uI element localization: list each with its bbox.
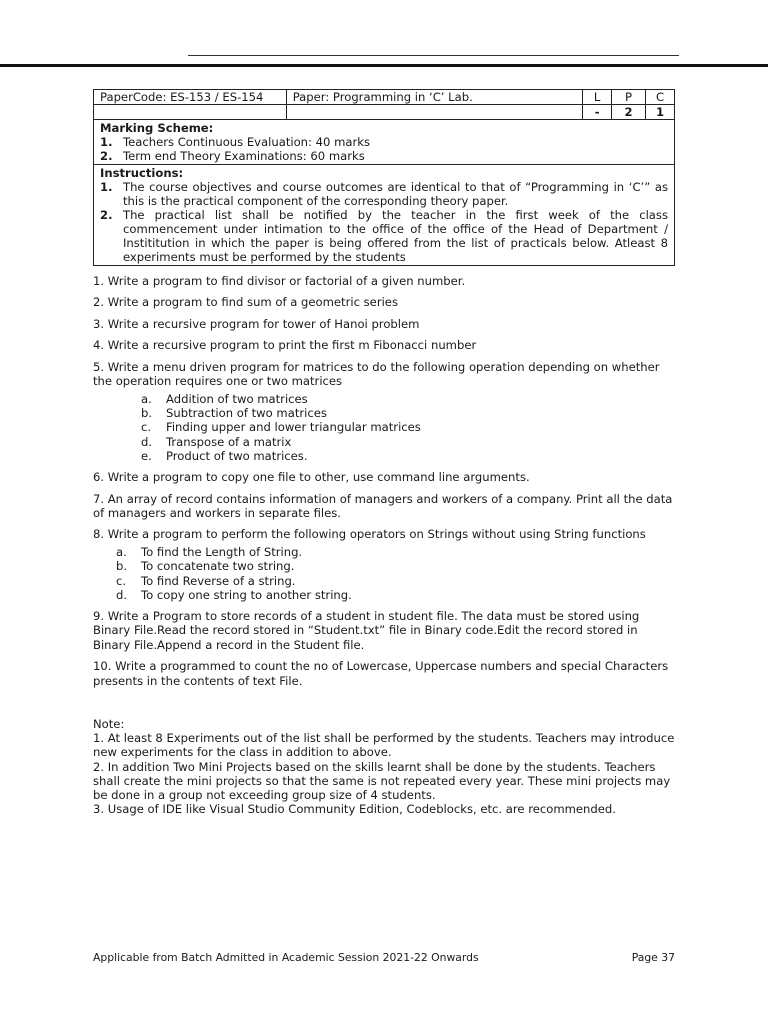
sublist-text: Finding upper and lower triangular matrices xyxy=(166,420,421,435)
experiment-10: 10. Write a programmed to count the no of Lowercase, Uppercase numbers and special Characters presents in the contents of text File. xyxy=(93,659,669,688)
sublist-letter: a. xyxy=(141,391,152,406)
note-item-1: 1. At least 8 Experiments out of the list shall be performed by the students. Teachers may introduce new experiments for the class in addition to above. xyxy=(93,731,675,760)
experiment-1: 1. Write a program to find divisor or factorial of a given number. xyxy=(93,274,466,288)
experiment-8-sublist xyxy=(93,545,676,602)
sublist-text: To copy one string to another string. xyxy=(141,587,352,602)
marking-item xyxy=(100,135,668,149)
instruction-item-num: 2. xyxy=(100,208,113,222)
sublist-text: To concatenate two string. xyxy=(141,559,295,574)
sublist-text: Product of two matrices. xyxy=(166,448,308,463)
instructions-block xyxy=(94,165,675,266)
sublist-item xyxy=(141,406,676,420)
marking-row xyxy=(94,120,675,165)
experiment-list xyxy=(93,274,676,695)
sublist-item xyxy=(116,574,676,588)
marking-item-num: 1. xyxy=(100,135,113,149)
val-p: 2 xyxy=(612,105,646,120)
experiment-6: 6. Write a program to copy one file to other, use command line arguments. xyxy=(93,470,530,485)
col-c-header: C xyxy=(646,90,675,105)
paper-row-2 xyxy=(94,105,675,120)
sublist-item xyxy=(116,545,676,559)
val-l: - xyxy=(583,105,612,120)
sublist-letter: c. xyxy=(141,420,152,435)
sublist-text: Subtraction of two matrices xyxy=(166,406,327,421)
sublist-letter: d. xyxy=(141,434,153,449)
experiment-4: 4. Write a recursive program to print the first m Fibonacci number xyxy=(93,338,477,353)
experiment-5: 5. Write a menu driven program for matrices to do the following operation depending on whether the operation requires one or two matrices xyxy=(93,359,660,389)
instruction-item xyxy=(100,208,668,264)
header-rule-thin xyxy=(188,55,679,56)
page-number: Page 37 xyxy=(631,951,675,964)
note-title: Note: xyxy=(93,717,125,731)
experiment-7: 7. An array of record contains information of managers and workers of a company. Print all the data of managers and workers in separate files. xyxy=(93,491,673,520)
note-section xyxy=(93,717,678,816)
instruction-item-text: The course objectives and course outcomes are identical to that of “Programming in ‘C’” as this is the practical component of the corresponding theory paper. xyxy=(123,180,668,208)
experiment-3: 3. Write a recursive program for tower of Hanoi problem xyxy=(93,316,420,331)
marking-scheme-block xyxy=(94,120,675,165)
experiment-2: 2. Write a program to find sum of a geometric series xyxy=(93,295,398,310)
footer-applicability: Applicable from Batch Admitted in Academic Session 2021-22 Onwards xyxy=(93,951,479,964)
sublist-item xyxy=(141,392,676,406)
empty-cell-2 xyxy=(286,105,582,120)
sublist-item xyxy=(116,588,676,602)
header-rule-thick xyxy=(0,64,768,67)
marking-item-text: Term end Theory Examinations: 60 marks xyxy=(123,149,365,163)
paper-row-1 xyxy=(94,90,675,105)
marking-item-text: Teachers Continuous Evaluation: 40 marks xyxy=(123,135,370,149)
marking-item xyxy=(100,149,668,163)
col-l-header: L xyxy=(583,90,612,105)
sublist-item xyxy=(141,449,676,463)
col-p-header: P xyxy=(612,90,646,105)
paper-code: PaperCode: ES-153 / ES-154 xyxy=(94,90,287,105)
empty-cell-1 xyxy=(94,105,287,120)
experiment-9: 9. Write a Program to store records of a student in student file. The data must be stored using Binary File.Read the record stored in “Student.txt” file in Binary code.Edit the record stored in Binary File.Append a record in the Student file. xyxy=(93,609,640,652)
sublist-text: Addition of two matrices xyxy=(166,391,308,406)
sublist-text: Transpose of a matrix xyxy=(166,434,292,449)
paper-info-table xyxy=(93,89,675,266)
marking-item-num: 2. xyxy=(100,149,113,163)
instructions-row xyxy=(94,165,675,266)
sublist-letter: b. xyxy=(116,559,128,574)
note-item-2: 2. In addition Two Mini Projects based on the skills learnt shall be done by the students. Teachers shall create the mini projects so that the same is not repeated every year. These mini projects may be done in a group not exceeding group size of 4 students. xyxy=(93,759,671,803)
sublist-letter: b. xyxy=(141,406,153,421)
paper-name: Paper: Programming in ‘C’ Lab. xyxy=(286,90,582,105)
val-c: 1 xyxy=(646,105,675,120)
sublist-letter: e. xyxy=(141,448,152,463)
note-item-3: 3. Usage of IDE like Visual Studio Community Edition, Codeblocks, etc. are recommended. xyxy=(93,802,616,817)
sublist-item xyxy=(116,559,676,573)
sublist-letter: c. xyxy=(116,573,127,588)
instruction-item-num: 1. xyxy=(100,180,113,194)
instructions-title: Instructions: xyxy=(100,166,184,180)
experiment-5-sublist xyxy=(93,392,676,463)
sublist-text: To find Reverse of a string. xyxy=(141,573,296,588)
instruction-item xyxy=(100,180,668,208)
sublist-text: To find the Length of String. xyxy=(141,544,303,559)
sublist-letter: a. xyxy=(116,544,127,559)
experiment-8: 8. Write a program to perform the following operators on Strings without using String functions xyxy=(93,527,646,542)
sublist-item xyxy=(141,435,676,449)
marking-title: Marking Scheme: xyxy=(100,121,214,135)
sublist-letter: d. xyxy=(116,587,128,602)
instruction-item-text: The practical list shall be notified by the teacher in the first week of the class commencement under intimation to the office of the office of the Head of Department / Instititution in which the paper is being offered from the list of practicals below. Atleast 8 experiments must be performed by the students xyxy=(123,208,668,264)
sublist-item xyxy=(141,420,676,434)
